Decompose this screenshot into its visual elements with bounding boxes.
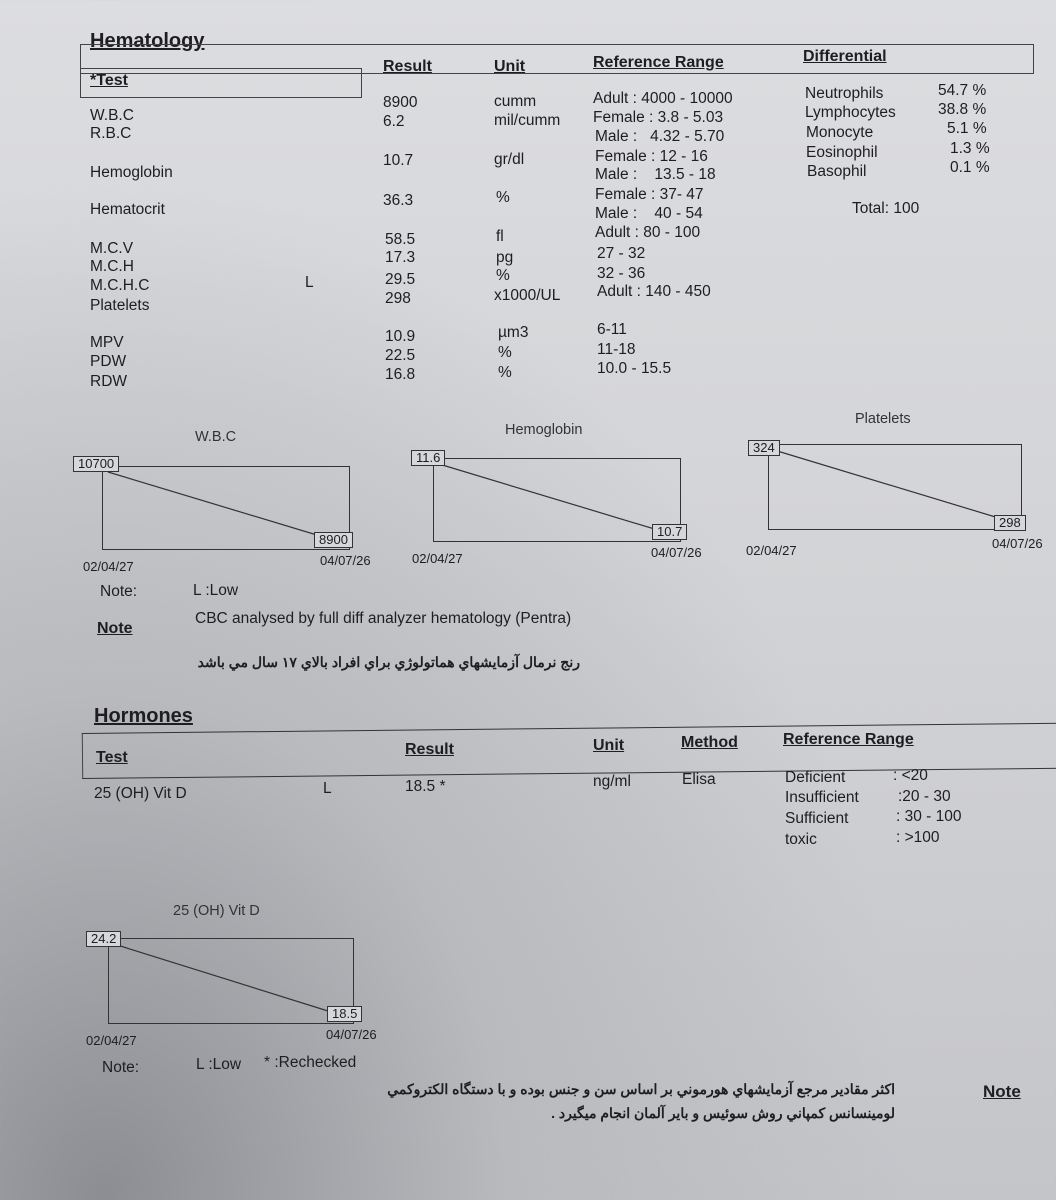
test-name: 25 (OH) Vit D bbox=[94, 785, 187, 802]
range-label: Deficient bbox=[785, 769, 846, 786]
header-test: *Test bbox=[90, 72, 128, 89]
reference-range: 11-18 bbox=[597, 341, 636, 358]
start-value-label: 10700 bbox=[73, 456, 119, 472]
reference-range: Male : 13.5 - 18 bbox=[595, 166, 716, 183]
start-value-label: 11.6 bbox=[411, 450, 445, 466]
reference-range: 6-11 bbox=[597, 321, 627, 338]
chart-title: Hemoglobin bbox=[505, 422, 583, 438]
result-value: 16.8 bbox=[385, 366, 416, 383]
end-value-label: 18.5 bbox=[327, 1006, 362, 1022]
unit: % bbox=[496, 267, 510, 284]
result-value: 17.3 bbox=[385, 249, 416, 266]
test-name: PDW bbox=[90, 353, 127, 370]
differential-name: Monocyte bbox=[806, 124, 874, 141]
end-date: 04/07/26 bbox=[326, 1027, 377, 1042]
differential-value: 38.8 % bbox=[938, 101, 987, 118]
unit: fl bbox=[496, 228, 504, 245]
persian-hormone-note-2: لومينسانس كمپاني روش سوئيس و باير آلمان انجام ميگيرد . bbox=[551, 1105, 895, 1121]
range-label: Sufficient bbox=[785, 810, 849, 827]
reference-range: 27 - 32 bbox=[597, 245, 646, 262]
result-value: 58.5 bbox=[385, 231, 416, 248]
unit: cumm bbox=[494, 93, 537, 110]
range-value: : 30 - 100 bbox=[896, 808, 962, 825]
note2-label: Note bbox=[983, 1082, 1021, 1101]
method: Elisa bbox=[682, 771, 716, 788]
reference-range: Adult : 80 - 100 bbox=[595, 224, 701, 241]
differential-name: Basophil bbox=[807, 163, 867, 180]
note-label: Note: bbox=[102, 1059, 140, 1076]
reference-range: 32 - 36 bbox=[597, 265, 646, 282]
start-date: 02/04/27 bbox=[412, 551, 463, 566]
unit: pg bbox=[496, 249, 514, 266]
persian-hormone-note-1: اكثر مقادير مرجع آزمايشهاي هورموني بر اساس سن و جنس بوده و با دستگاه الكتروكمي bbox=[387, 1081, 895, 1097]
unit: gr/dl bbox=[494, 151, 525, 168]
reference-range: Adult : 4000 - 10000 bbox=[593, 90, 733, 107]
result-value: 10.7 bbox=[383, 152, 414, 169]
start-date: 02/04/27 bbox=[86, 1033, 137, 1048]
range-label: Insufficient bbox=[785, 789, 859, 806]
result-value: 8900 bbox=[383, 94, 418, 111]
end-value-label: 10.7 bbox=[652, 524, 687, 540]
test-name: M.C.H bbox=[90, 258, 134, 275]
test-name: M.C.H.C bbox=[90, 277, 150, 294]
end-date: 04/07/26 bbox=[651, 545, 702, 560]
unit: % bbox=[496, 189, 510, 206]
start-date: 02/04/27 bbox=[746, 543, 797, 558]
header-test: Test bbox=[96, 749, 128, 766]
header-unit: Unit bbox=[593, 737, 625, 754]
differential-total: Total: 100 bbox=[852, 200, 920, 217]
hematology-title: Hematology bbox=[90, 30, 205, 52]
end-value-label: 8900 bbox=[314, 532, 353, 548]
unit: x1000/UL bbox=[494, 287, 561, 304]
low-flag: L bbox=[323, 780, 332, 797]
header-result: Result bbox=[405, 741, 454, 758]
hormones-title: Hormones bbox=[94, 705, 193, 727]
differential-value: 5.1 % bbox=[947, 120, 987, 137]
note-low: L :Low bbox=[193, 582, 239, 599]
reference-range: Adult : 140 - 450 bbox=[597, 283, 711, 300]
header-differential: Differential bbox=[803, 48, 887, 65]
reference-range: Male : 4.32 - 5.70 bbox=[595, 128, 725, 145]
differential-value: 54.7 % bbox=[938, 82, 987, 99]
header-unit: Unit bbox=[494, 58, 526, 75]
test-name: Hemoglobin bbox=[90, 164, 173, 181]
differential-value: 1.3 % bbox=[950, 140, 990, 157]
start-value-label: 24.2 bbox=[86, 931, 121, 947]
range-value: :20 - 30 bbox=[898, 788, 951, 805]
test-name: Hematocrit bbox=[90, 201, 165, 218]
test-name: M.C.V bbox=[90, 240, 134, 257]
test-name: R.B.C bbox=[90, 125, 132, 142]
chart-title: Platelets bbox=[855, 411, 911, 427]
test-name: Platelets bbox=[90, 297, 150, 314]
reference-range: Male : 40 - 54 bbox=[595, 205, 703, 222]
result-value: 18.5 * bbox=[405, 778, 446, 795]
trend-segment bbox=[114, 944, 344, 1016]
persian-hematology-note: رنج نرمال آزمايشهاي هماتولوژي براي افراد بالاي ۱۷ سال مي باشد bbox=[197, 654, 580, 670]
chart-title: 25 (OH) Vit D bbox=[173, 903, 260, 919]
differential-name: Eosinophil bbox=[806, 144, 878, 161]
range-value: : <20 bbox=[893, 767, 928, 784]
unit: % bbox=[498, 344, 512, 361]
unit: mil/cumm bbox=[494, 112, 561, 129]
note-low: L :Low bbox=[196, 1056, 242, 1073]
low-flag: L bbox=[305, 274, 314, 291]
header-reference: Reference Range bbox=[593, 54, 724, 71]
unit: % bbox=[498, 364, 512, 381]
range-label: toxic bbox=[785, 831, 817, 848]
test-name: W.B.C bbox=[90, 107, 134, 124]
reference-range: Female : 37- 47 bbox=[595, 186, 704, 203]
end-date: 04/07/26 bbox=[320, 553, 371, 568]
note-label: Note: bbox=[100, 583, 138, 600]
test-name: RDW bbox=[90, 373, 128, 390]
unit: ng/ml bbox=[593, 773, 631, 790]
start-date: 02/04/27 bbox=[83, 559, 134, 574]
differential-name: Lymphocytes bbox=[805, 104, 896, 121]
note-rechecked: * :Rechecked bbox=[264, 1054, 357, 1071]
range-value: : >100 bbox=[896, 829, 940, 846]
header-result: Result bbox=[383, 58, 432, 75]
end-value-label: 298 bbox=[994, 515, 1026, 531]
start-value-label: 324 bbox=[748, 440, 780, 456]
reference-range: Female : 12 - 16 bbox=[595, 148, 708, 165]
test-name: MPV bbox=[90, 334, 124, 351]
chart-title: W.B.C bbox=[195, 429, 237, 445]
header-method: Method bbox=[681, 734, 738, 751]
end-date: 04/07/26 bbox=[992, 536, 1043, 551]
result-value: 36.3 bbox=[383, 192, 414, 209]
reference-range: Female : 3.8 - 5.03 bbox=[593, 109, 724, 126]
result-value: 6.2 bbox=[383, 113, 405, 130]
result-value: 22.5 bbox=[385, 347, 416, 364]
result-value: 10.9 bbox=[385, 328, 416, 345]
header-reference: Reference Range bbox=[783, 731, 914, 748]
analyzer-note: CBC analysed by full diff analyzer hematology (Pentra) bbox=[195, 610, 572, 627]
result-value: 298 bbox=[385, 290, 411, 307]
result-value: 29.5 bbox=[385, 271, 416, 288]
note2-label: Note bbox=[97, 620, 133, 637]
reference-range: 10.0 - 15.5 bbox=[597, 360, 672, 377]
unit: µm3 bbox=[498, 324, 529, 341]
differential-name: Neutrophils bbox=[805, 85, 884, 102]
differential-value: 0.1 % bbox=[950, 159, 990, 176]
